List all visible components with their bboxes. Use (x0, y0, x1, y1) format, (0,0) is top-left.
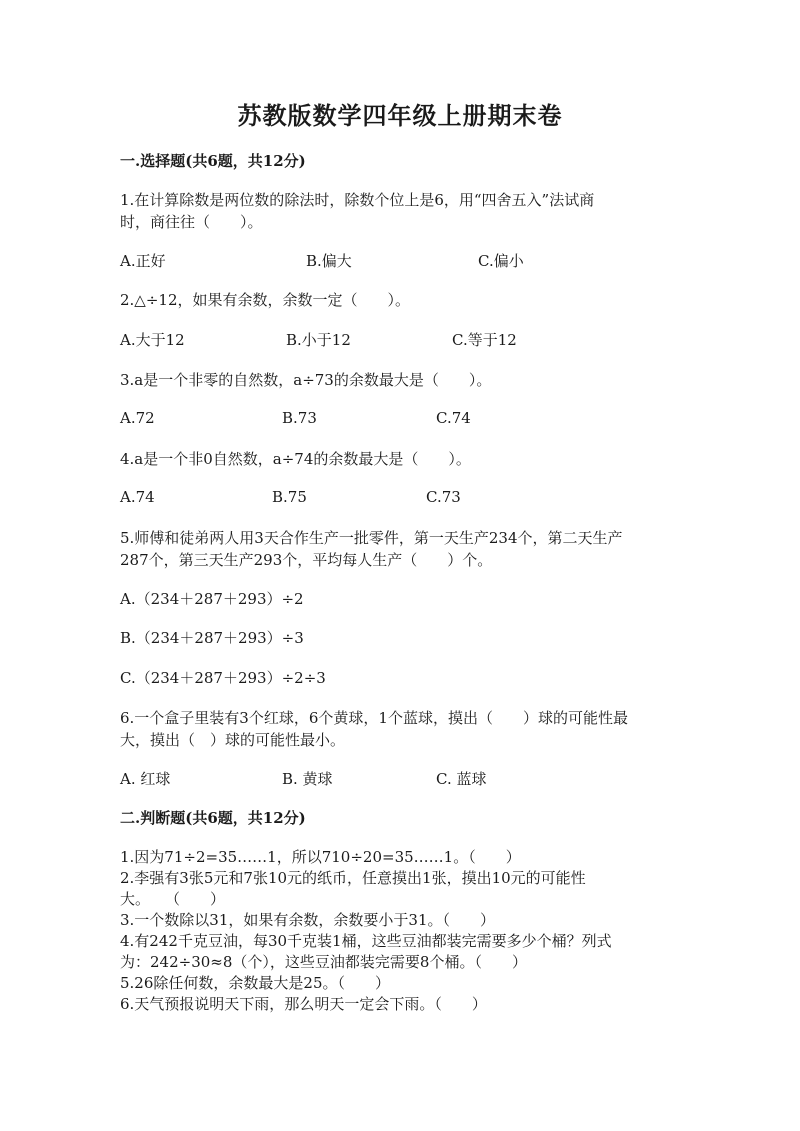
judgment-line: 5.26除任何数，余数最大是25。（ ） (120, 974, 390, 992)
option-a: A.72 (120, 409, 155, 427)
question-text: 5.师傅和徒弟两人用3天合作生产一批零件，第一天生产234个，第二天生产 (120, 529, 623, 547)
option-a: A. 红球 (120, 770, 171, 788)
option-b: B.73 (282, 409, 317, 427)
question-text: 时，商往往（ ）。 (120, 213, 263, 231)
option-c: C.（234＋287＋293）÷2÷3 (120, 669, 326, 687)
option-c: C.74 (436, 409, 471, 427)
page-title: 苏教版数学四年级上册期末卷 (237, 101, 563, 130)
question-text: 2.△÷12，如果有余数，余数一定（ ）。 (120, 291, 411, 309)
judgment-line: 为：242÷30≈8（个），这些豆油都装完需要8个桶。（ ） (120, 953, 527, 971)
question-text: 6.一个盒子里装有3个红球，6个黄球，1个蓝球，摸出（ ）球的可能性最 (120, 709, 628, 727)
option-b: B. 黄球 (282, 770, 333, 788)
judgment-line: 大。 （ ） (120, 890, 226, 908)
section-heading-judgment: 二.判断题(共6题，共12分) (120, 809, 306, 827)
option-a: A.（234＋287＋293）÷2 (120, 590, 304, 608)
question-text: 287个，第三天生产293个，平均每人生产（ ）个。 (120, 551, 493, 569)
option-a: A.正好 (120, 252, 166, 270)
question-text: 1.在计算除数是两位数的除法时，除数个位上是6，用“四舍五入”法试商 (120, 191, 595, 209)
judgment-line: 1.因为71÷2=35……1，所以710÷20=35……1。（ ） (120, 848, 521, 866)
option-c: C.73 (426, 488, 461, 506)
option-a: A.大于12 (120, 331, 185, 349)
judgment-line: 4.有242千克豆油，每30千克装1桶，这些豆油都装完需要多少个桶？列式 (120, 932, 612, 950)
option-b: B.偏大 (306, 252, 352, 270)
option-a: A.74 (120, 488, 155, 506)
judgment-line: 6.天气预报说明天下雨，那么明天一定会下雨。（ ） (120, 995, 487, 1013)
section-heading-choice: 一.选择题(共6题，共12分) (120, 152, 306, 170)
option-c: C.偏小 (478, 252, 524, 270)
judgment-line: 3.一个数除以31，如果有余数，余数要小于31。（ ） (120, 911, 495, 929)
question-text: 3.a是一个非零的自然数，a÷73的余数最大是（ ）。 (120, 371, 492, 389)
option-b: B.75 (272, 488, 307, 506)
question-text: 4.a是一个非0自然数，a÷74的余数最大是（ ）。 (120, 450, 471, 468)
option-c: C.等于12 (452, 331, 517, 349)
option-c: C. 蓝球 (436, 770, 487, 788)
option-b: B.（234＋287＋293）÷3 (120, 629, 304, 647)
option-b: B.小于12 (286, 331, 351, 349)
question-text: 大，摸出（ ）球的可能性最小。 (120, 731, 346, 749)
judgment-line: 2.李强有3张5元和7张10元的纸币，任意摸出1张，摸出10元的可能性 (120, 869, 586, 887)
